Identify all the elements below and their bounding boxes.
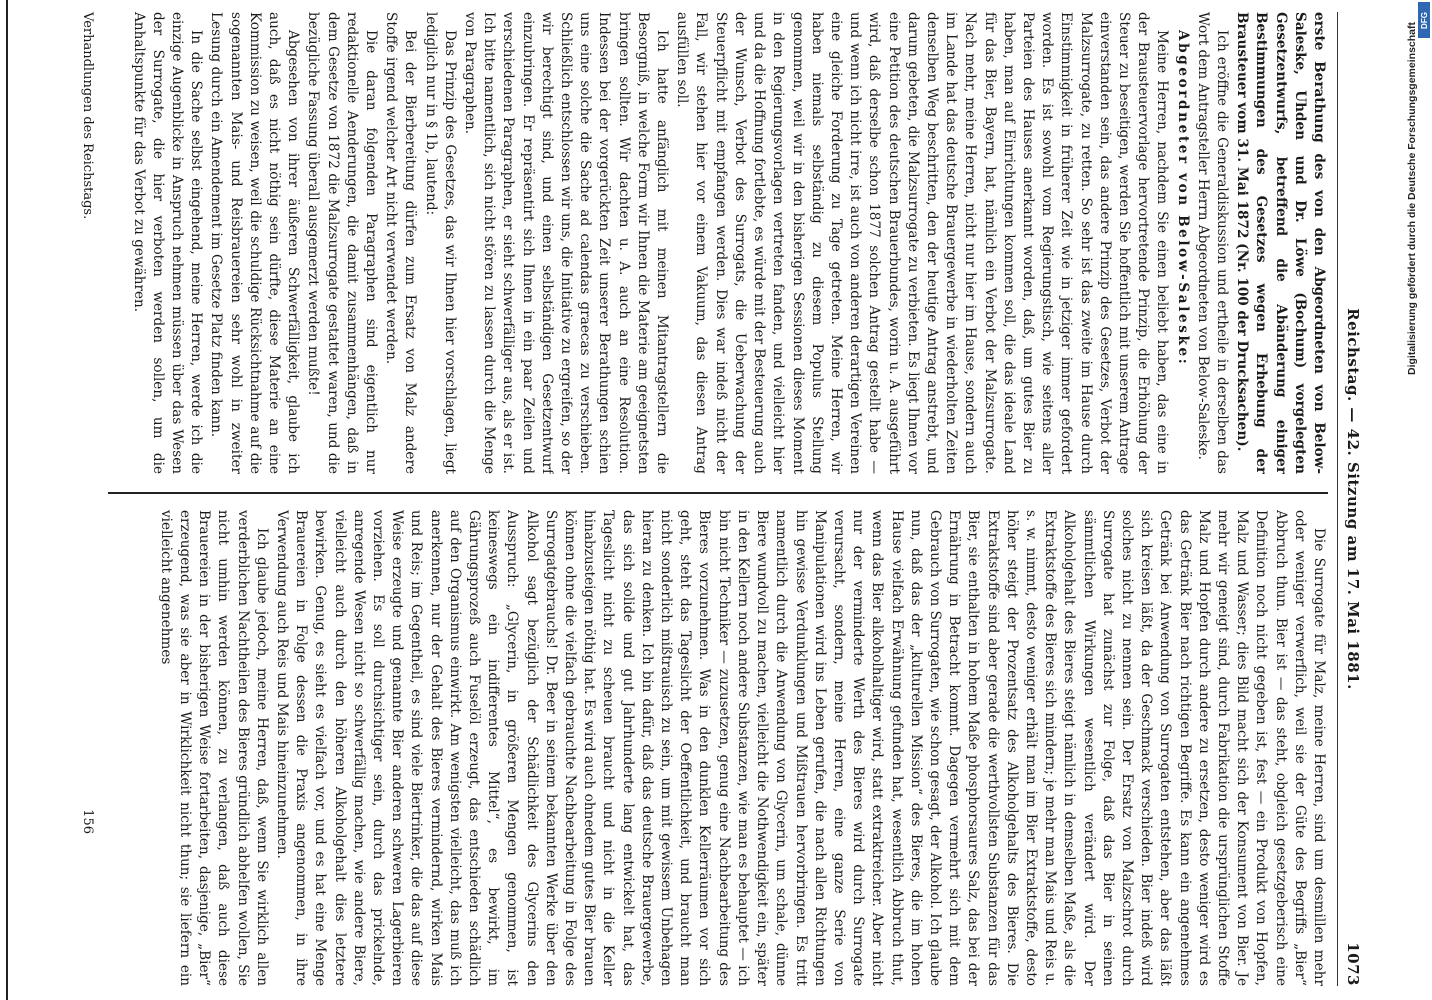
speaker-name: Abgeordneter von Below-Saleske:: [1174, 30, 1191, 367]
signature-mark: 156: [80, 809, 95, 834]
scan-edge-rule: [6, 0, 8, 1000]
credit-text: Digitalisierung gefördert durch die Deutsche Forschungsgemeinschaft: [1406, 22, 1418, 375]
paragraph: In die Sache selbst eingehend, meine Herren, werde ich die einzige Augenblicke in Anspruch nehmen müssen über das Wesen der Surrogate, die hier verboten werden sollen, um die Anhaltspunkte für das Verbot zu gewähren.: [130, 12, 205, 474]
header-rule: [1337, 12, 1338, 986]
footer-note: Verhandlungen des Reichstags.: [80, 12, 95, 220]
quoted-section: Bei der Bierbereitung dürfen zum Ersatz von Malz andere Stoffe irgend welcher Art nicht verwendet werden.: [383, 12, 419, 474]
digitization-credit: [1388, 0, 1432, 1000]
paragraph: Abgesehen von ihrer äußeren Schwerfälligkeit, glaube ich auch, daß es nicht nöthig sein dürfte, diese Materie an eine Kommission zu weisen, weil die schuldige Rücksichtnahme auf die sogenannten Mais- und Reisbrauereien sehr wohl in zweiter Lesung durch ein Amendement im Gesetze Platz finden kann.: [208, 12, 302, 474]
paragraph: Die Surrogate für Malz, meine Herren, sind um desmillen mehr oder weniger verwerflich, weil sie der Güte des Begriffs „Bier“ Abbruch thun. Bier ist — das steht, obgleich gesetzgeberisch eine Definition noch nicht gegeben ist, fest — ein Produkt von Hopfen, Malz und Wasser; dies Bild macht sich der Konsument von Bier. Je mehr wir geneigt sind, durch Fabrikation die ursprünglichen Stoffe Malz und Hopfen durch andere zu ersetzen, desto weniger wird es das Getränk Bier nach richtigen Begriffe. Es kann ein angenehmes Getränk bei Anwendung von Surrogaten entstehen, aber das läßt sich kreisen läßt, da der Geschmack verschieden. Bier indeß wird solches nicht zu nennen sein. Der Ersatz von Malzschrot durch Surrogate hat zunächst zur Folge, daß das Bier in seinen sämmtlichen Wirkungen wesentlich verändert wird. Der Alkoholgehalt des Bieres steigt nämlich in demselben Maße, als die Extraktstoffe des Bieres sich mindern; je mehr man Mais und Reis u. s. w. nimmt, desto weniger erhält man im Bier Extraktstoffe, desto höher steigt der Prozentsatz des Alkoholgehalts des Bieres. Die Extraktstoffe sind aber gerade die werthvollsten Substanzen für das Bier, sie enthalten in hohem Maße phosphorsaures Salz, das bei der Ernährung in Betracht kommt. Dagegen vermehrt sich mit dem Gebrauch von Surrogaten, wie schon gesagt, der Alkohol. Ich glaube nun, daß das der „kulturellen Mission“ des Bieres, die im hohen Hause vielfach Erwähnung gefunden hat, wesentlich Abbruch thut, wenn das Bier alkoholhaltiger wird, statt extraktreicher. Aber nicht nur der verminderte Werth des Bieres wird durch Surrogate verursacht, sondern, meine Herren, eine ganze Serie von Manipulationen wird ins Leben gerufen, die nach allen Richtungen hin gewisse Verdunklungen und Mißtrauen hervorbringen. Es tritt namentlich durch die Anwendung von Glycerin, um schale, dünne Biere wundvoll zu machen, vielleicht die Nothwendigkeit ein, später in den Kellern noch andere Substanzen, wie man es behauptet — ich bin nicht Techniker — zuzusetzen, genug eine Nachbearbeitung des Bieres vorzunehmen. Was in den dunklen Kellerräumen vor sich geht, steht das Tageslicht der Oeffentlichkeit, und braucht man nicht sonderlich mißtrauisch zu sein, um mit gewissem Unbehagen hieran zu denken. Ich bin dafür, daß das deutsche Brauergewerbe, das sich solide und gut Jahrhunderte lang entwickelt hat, das Tageslicht nicht zu scheuen braucht und nicht in die Keller hinabzusteigen nöthig hat. Es wird auch ohnedem gutes Bier brauen können ohne die vielfach gebrauchte Nachbearbeitung in Folge des Surrogatgebrauchs! Dr. Beer in seinem bekannten Werke über den Alkohol sagt bezüglich der Schädlichkeit des Glycerins den Ausspruch: „Glycerin, in größeren Mengen genommen, ist keineswegs ein indifferentes Mittel“, es bewirkt, im Gährungsprozeß auch Fuselöl erzeugt, das entschieden schädlich auf den Organismus einwirkt. Am wenigsten vielleicht, das muß ich anerkennen, nur der Gehalt des Bieres vermindernd, wirken Mais und Reis; im Gegentheil, es sind viele Biertrinker, die das auf diese Weise erzeugte und genannte Bier anderen schweren Lagerbieren vorziehen. Es soll durchsichtiger sein, durch das prickelnde, anregende Wesen nicht so schwerfällig machen, wie andere Biere, vielleicht auch durch den höheren Alkoholgehalt dies letztere bewirken. Genug, es sieht es vielfach vor, und es hat eine Menge Brauereien in Folge dessen die Praxis angenommen, in ihre Verwendung auch Reis und Mais hineinzunehmen.: [274, 510, 1327, 986]
running-head: [1340, 12, 1362, 986]
column-divider: [108, 492, 1328, 494]
page-content: [68, 4, 1370, 994]
dfg-logo-text: DFG: [1419, 11, 1429, 29]
agenda-intro: erste Berathung des von den Abgeordneten von Below-Saleske, Uhden und Dr. Löwe (Bochum) vorgelegten Gesetzentwurfs, betreffend die Abänderung einiger Bestimmungen des Gesetzes wegen Erhebung der Brausteuer vom 31. Mai 1872 (Nr. 100 der Drucksachen).: [1234, 12, 1327, 474]
dfg-logo-icon: [1418, 2, 1430, 38]
paragraph: Meine Herren, nachdem Sie einen beliebt haben, das eine in der Brausteuervorlage hervortretende Prinzip, die Erhöhung der Steuer zu beseitigen, werden Sie hoffentlich mit unserem Antrage einverstanden sein, das andere Prinzip des Gesetzes, Verbot der Malzsurrogate, zu retten. So sehr ist das zweite im Hause durch Einstimmigkeit in früherer Zeit wie in jetziger immer gefordert worden. Es ist sowohl vom Regierungstisch, wie seitens aller Parteien des Hauses anerkannt worden, daß, um gutes Bier zu haben, man auf Einrichtungen kommen soll, die das ideale Land für das Bier, Bayern, hat, nämlich ein Verbot der Malzsurrogate. Nach mehr, meine Herren, nicht nur hier im Hause, sondern auch im Lande hat das deutsche Brauergewerbe in wiederholten Zeiten denselben Weg beschritten, den der heutige Antrag anstrebt, und darum gebeten, die Malzsurrogate zu verbieten. Es liegt Ihnen vor eine Petition des deutschen Brauerbundes, worin u. A. ausgeführt wird, daß derselbe schon 1877 solchen Antrag gestellt habe — und wenn ich nicht irre, ist auch von anderen derartigen Vereinen eine gleiche Forderung zu Tage getreten. Meine Herren, wir haben niemals selbständig zu diesem Populus Stellung genommen, weil wir in den bisherigen Sessionen dieses Moment in den Regierungsvorlagen vertreten fanden, und vielleicht hier und da die Hoffnung fortlebte, es würde mit der Besteuerung auch der Wunsch, Verbot des Surrogats, die Ueberwachung der Steuerpflicht mit empfangen werden. Dies war indeß nicht der Fall, wir stehen hier vor einem Vakuum, das diesen Antrag ausfüllen soll.: [674, 12, 1171, 474]
paragraph: Ich glaube jedoch, meine Herren, daß, wenn Sie wirklich allen verderblichen Nachtheilen des Bieres gründlich abhelfen wollen, Sie nicht umhin werden können, zu verlangen, daß auch diese Brauereien in der bisherigen Weise fortarbeiten, dasjenige, „Bier“ erzeugend, was sie aber in Wirklichkeit nicht thun; sie liefern ein vielleicht angenehmes: [157, 510, 270, 986]
paragraph: Das Prinzip des Gesetzes, das wir Ihnen hier vorschlagen, liegt lediglich nur in § 1b, lautend:: [422, 12, 458, 474]
running-head-title: Reichstag. — 42. Sitzung am 17. Mai 1881.: [1344, 308, 1362, 690]
paragraph: Die daran folgenden Paragraphen sind eigentlich nur redaktionelle Aenderungen, die damit zusammenhängen, daß in dem Gesetze von 1872 die Malzsurrogate gestattet waren, und die bezügliche Fassung überall ausgemerzt werden mußte!: [305, 12, 380, 474]
right-column: [108, 510, 1328, 986]
left-column: [108, 12, 1328, 474]
page-number: 1073: [1344, 942, 1362, 986]
scanned-page: [68, 4, 1370, 994]
paragraph: Ich eröffne die Generaldiskussion und ertheile in derselben das Wort dem Antragsteller Herrn Abgeordneten von Below-Saleske.: [1194, 12, 1230, 474]
paragraph: Ich hatte anfänglich mit meinen Mitantragstellern die Besorgniß, in welche Form wir Ihnen die Materie am geeignetsten bringen sollten. Wir dachten u. A. auch an eine Resolution. Indessen bei der vorgerückten Zeit unserer Berathungen schien uns eine solche die Sache ad calendas graecas zu verschieben. Schließlich entschlossen wir uns, die Initiative zu ergreifen, so der wir berechtigt sind, und einen selbständigen Gesetzentwurf einzubringen. Er repräsentirt sich Ihnen in ein paar Zeilen und verschiedenen Paragraphen, er sieht schwerfälliger aus, als er ist. Ich bitte namentlich, sich nicht stören zu lassen durch die Menge von Paragraphen.: [462, 12, 671, 474]
speaker-line: [1172, 12, 1191, 474]
